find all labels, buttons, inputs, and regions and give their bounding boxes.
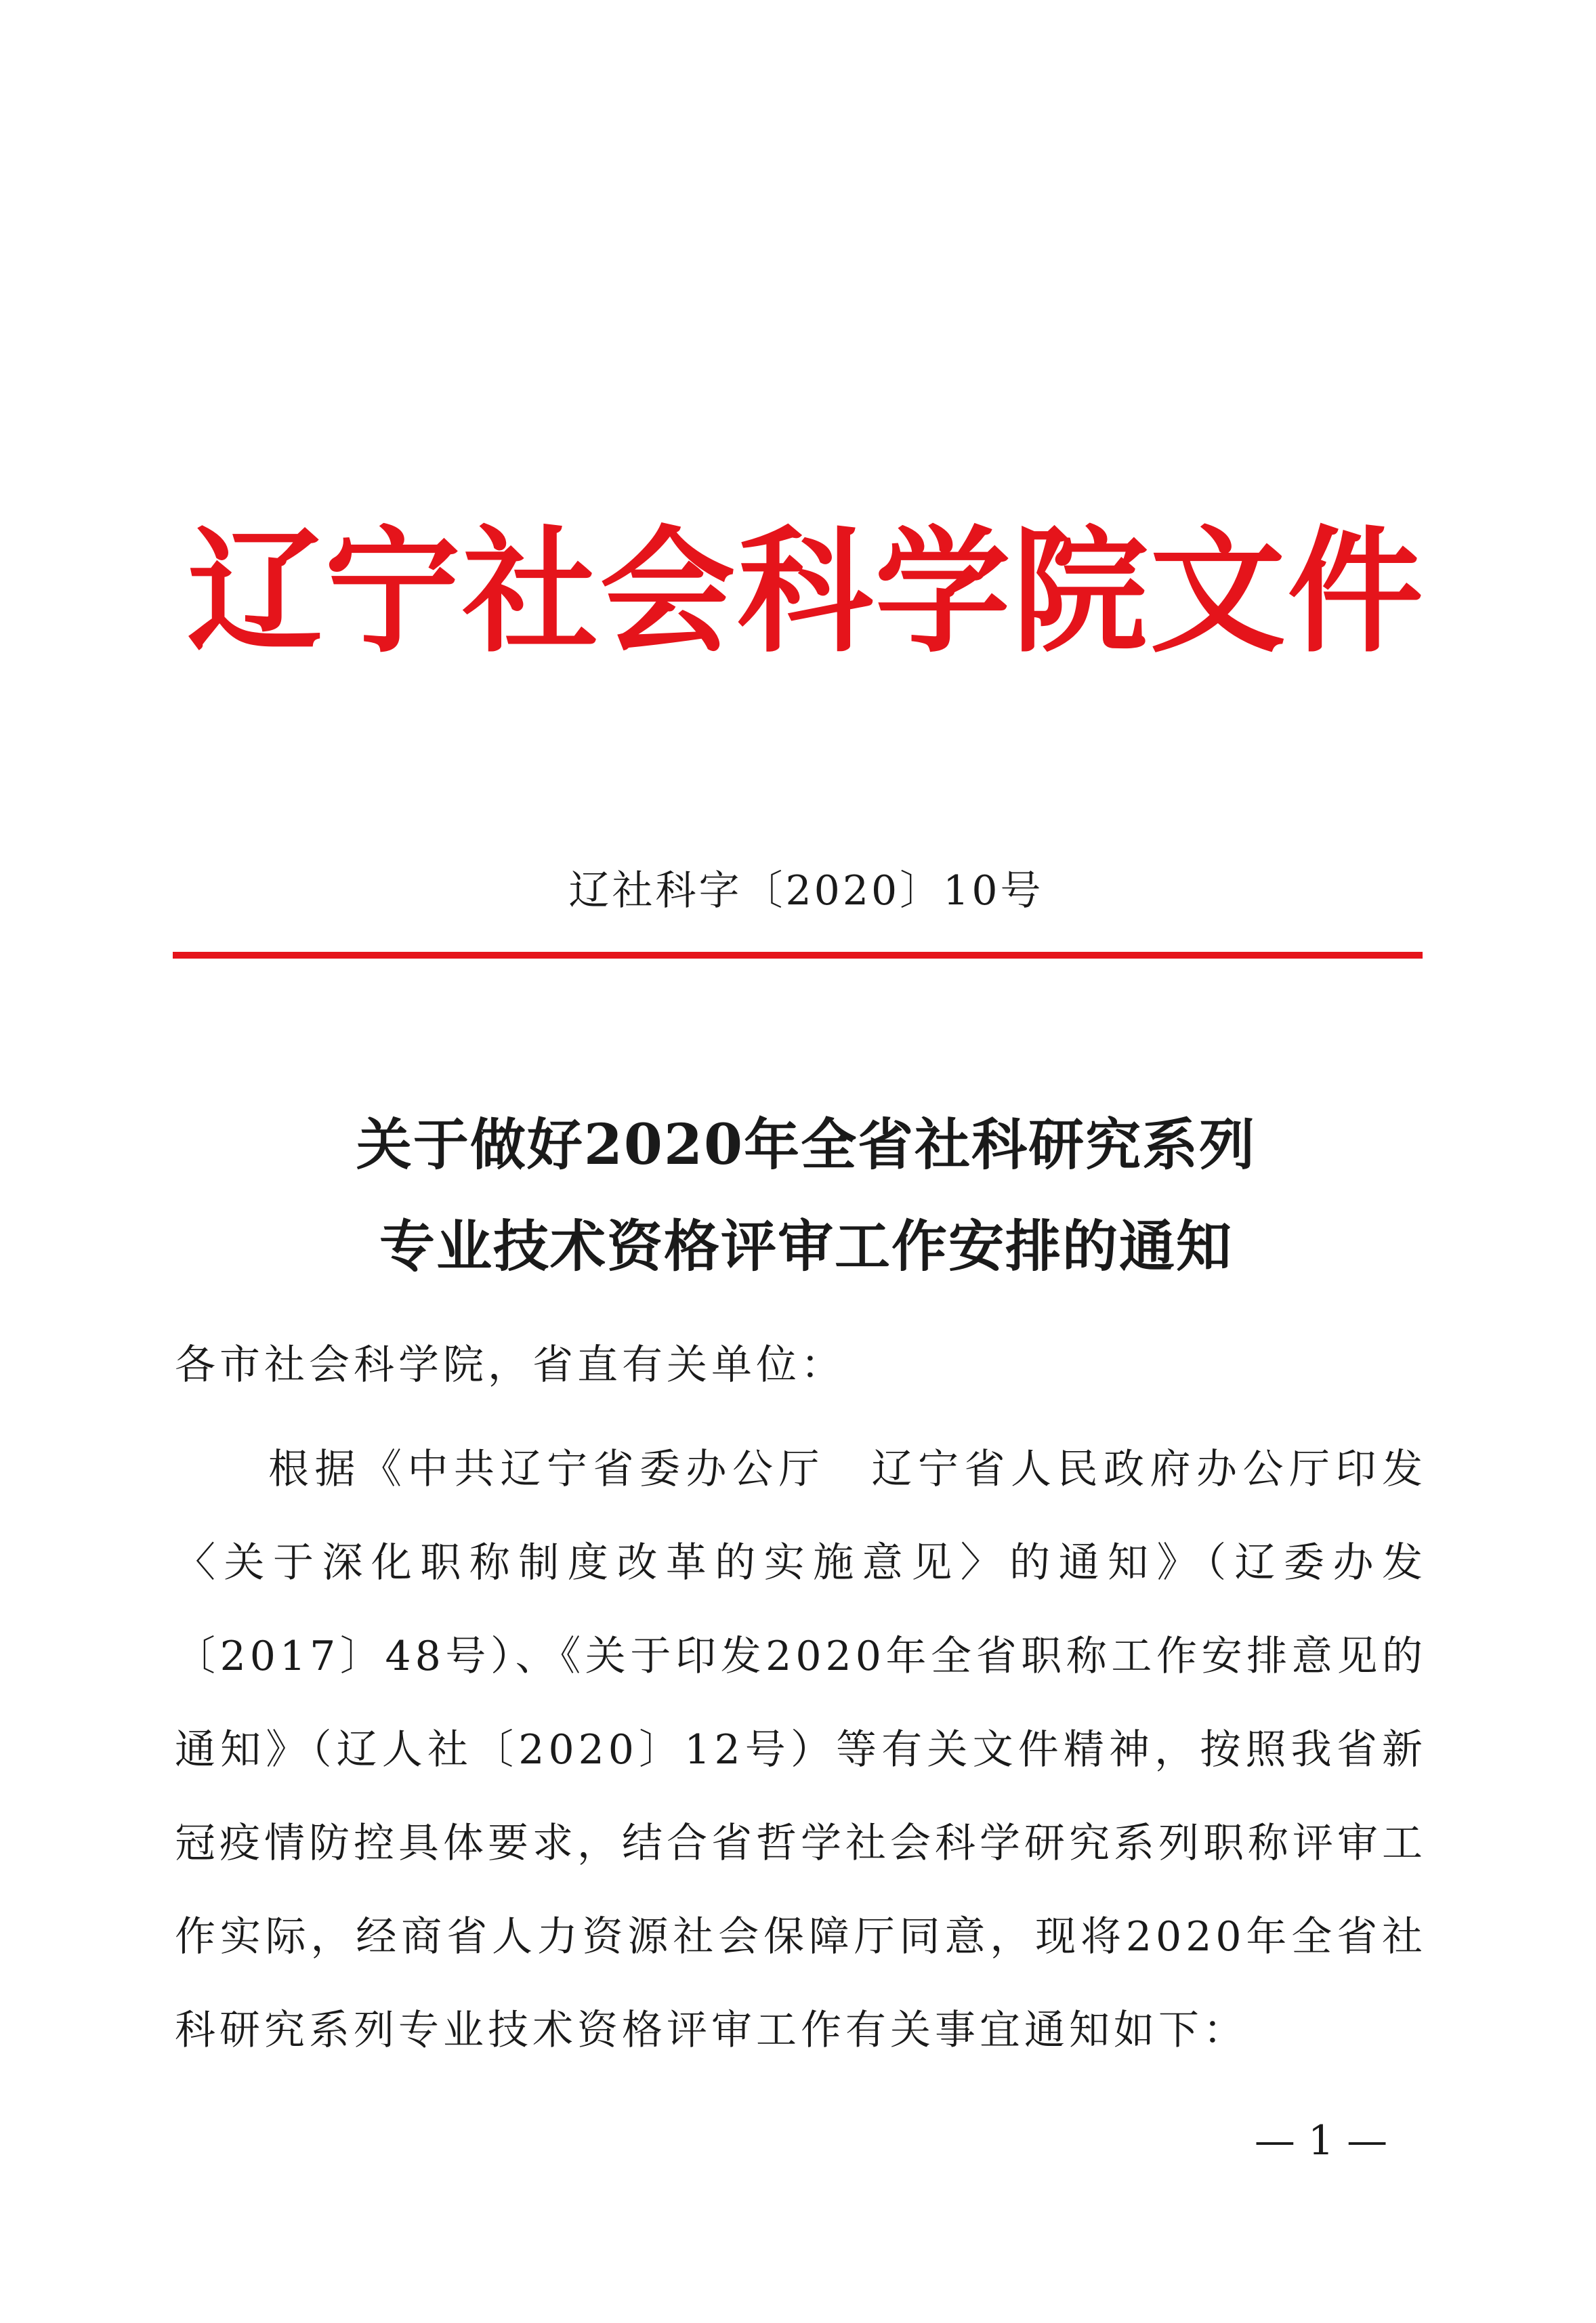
notice-title-line-2: 专业技术资格评审工作安排的通知 xyxy=(379,1214,1233,1279)
issuer-header-title: 辽宁社会科学院文件 xyxy=(187,514,1425,671)
document-number: 辽社科字〔2020〕10号 xyxy=(568,867,1044,915)
salutation: 各市社会科学院，省直有关单位： xyxy=(175,1341,845,1389)
notice-title-line-1: 关于做好2020年全省社科研究系列 xyxy=(356,1112,1257,1177)
red-separator-line xyxy=(173,952,1423,959)
body-paragraph: 根据《中共辽宁省委办公厅 辽宁省人民政府办公厅印发〈关于深化职称制度改革的实施意见〉的通知》（辽委办发〔2017〕48号）、《关于印发2020年全省职称工作安排意见的通知》（辽人社〔2020〕12号）等有关文件精神，按照我省新冠疫情防控具体要求，结合省哲学社会科学研究系列职称评审工作实际，经商省人力资源社会保障厅同意，现将2020年全省社科研究系列专业技术资格评审工作有关事宜通知如下： xyxy=(175,1446,1427,2054)
page-number: — 1 — xyxy=(1254,2117,1388,2164)
